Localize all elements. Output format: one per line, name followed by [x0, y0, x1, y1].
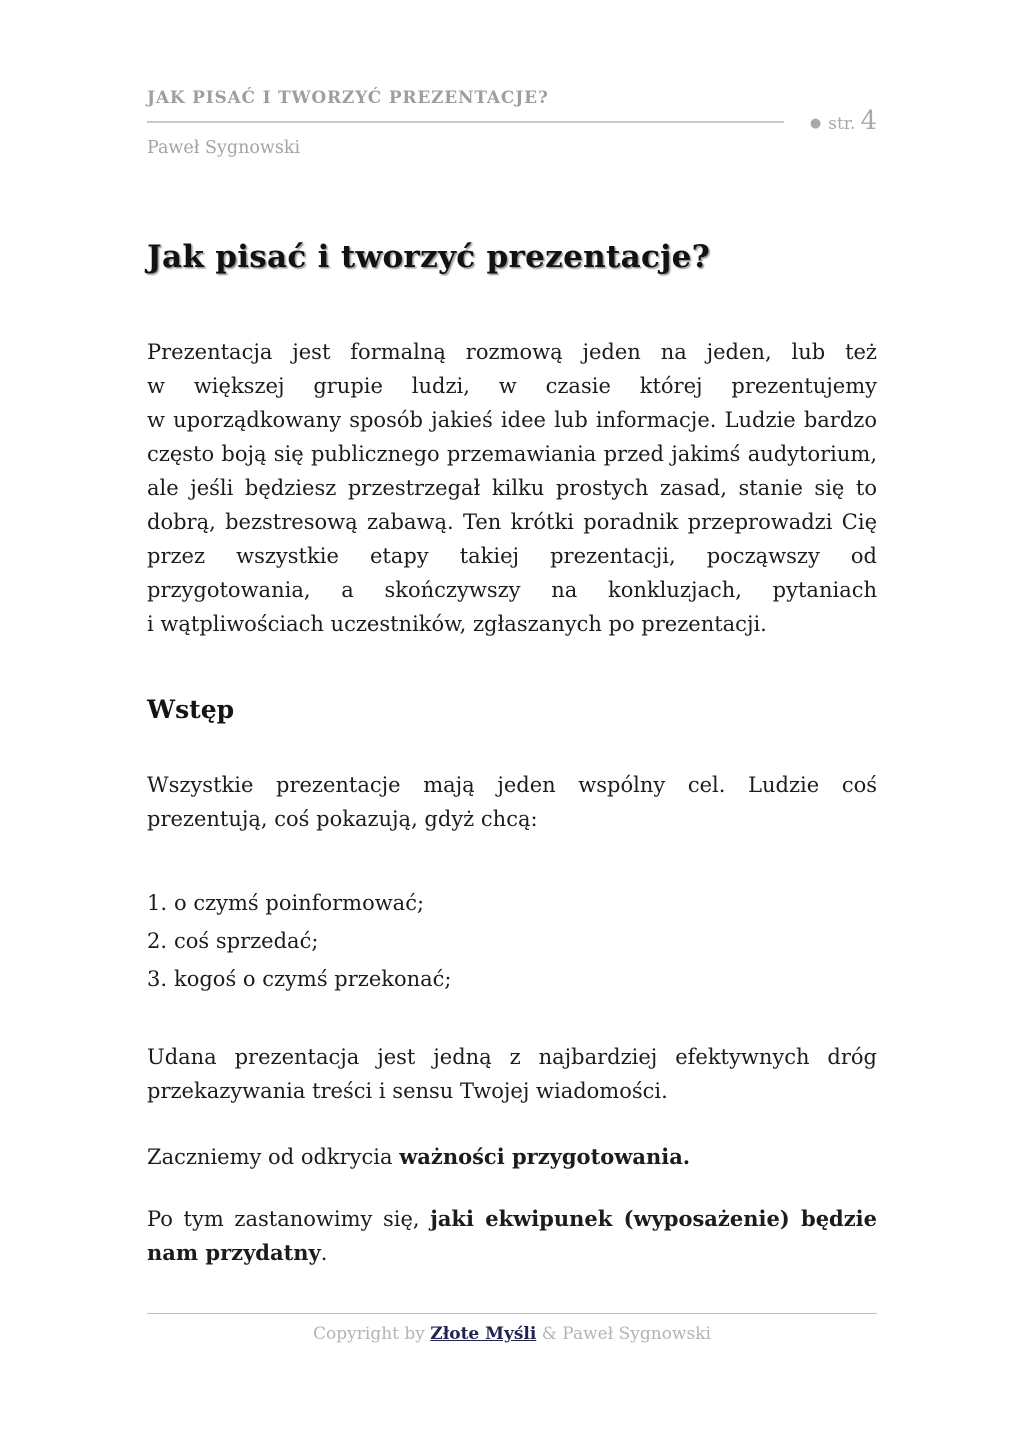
page-number-label: str. — [828, 113, 856, 134]
zaczniemy-paragraph — [147, 1140, 877, 1174]
page-header — [147, 88, 877, 159]
intro-paragraph: Prezentacja jest formalną rozmową jeden na jeden, lub też w większej grupie ludzi, w czasie której prezentujemy w uporządkowany sposób jakieś idee lub informacje. Ludzie bardzo często boją się publicznego przemawiania przed jakimś audytorium, ale jeśli będziesz przestrzegał kilku prostych zasad, stanie się to dobrą, bezstresową zabawą. Ten krótki poradnik przeprowadzi Cię przez wszystkie etapy takiej prezentacji, począwszy od przygotowania, a skończywszy na konkluzjach, pytaniach i wątpliwościach uczestników, zgłaszanych po prezentacji. — [147, 340, 877, 636]
potym-paragraph — [147, 1202, 877, 1270]
document-body — [147, 239, 877, 1270]
header-divider — [147, 121, 784, 123]
list-item-number: 1. — [147, 891, 168, 915]
zaczniemy-text: Zaczniemy od odkrycia — [147, 1145, 400, 1169]
list-item — [147, 922, 877, 960]
zaczniemy-bold-text: ważności przygotowania. — [399, 1144, 691, 1169]
goal-paragraph: Wszystkie prezentacje mają jeden wspólny cel. Ludzie coś prezentują, coś pokazują, gdyż chcą: — [147, 773, 877, 831]
list-item-number: 2. — [147, 929, 168, 953]
document-title: Jak pisać i tworzyć prezentacje? — [147, 239, 711, 275]
copyright-prefix: Copyright by — [313, 1324, 431, 1344]
bullet-icon: ● — [809, 115, 822, 131]
list-item-text: coś sprzedać; — [174, 929, 319, 953]
header-book-title: JAK PISAĆ I TWORZYĆ PREZENTACJE? — [147, 88, 549, 108]
header-author: Paweł Sygnowski — [147, 138, 301, 158]
udana-paragraph: Udana prezentacja jest jedną z najbardziej efektywnych dróg przekazywania treści i sensu Twojej wiadomości. — [147, 1045, 877, 1103]
potym-bold-text: jaki ekwipunek (wyposażenie) będzie nam przydatny — [147, 1206, 877, 1265]
potym-period: . — [320, 1241, 328, 1265]
list-item-number: 3. — [147, 967, 168, 991]
list-item — [147, 960, 877, 998]
list-item-text: o czymś poinformować; — [174, 891, 425, 915]
numbered-list — [147, 884, 877, 998]
footer-divider — [147, 1313, 877, 1314]
copyright-suffix: & Paweł Sygnowski — [536, 1324, 711, 1344]
list-item-text: kogoś o czymś przekonać; — [174, 967, 452, 991]
section-heading-wstep: Wstęp — [147, 695, 235, 724]
page-footer — [147, 1313, 877, 1344]
potym-text: Po tym zastanowimy się, — [147, 1207, 431, 1231]
copyright-text — [147, 1324, 877, 1344]
zlote-mysli-link[interactable]: Złote Myśli — [430, 1324, 537, 1344]
page-indicator — [809, 105, 877, 136]
list-item — [147, 884, 877, 922]
header-rule-row — [147, 105, 877, 136]
page-number: 4 — [860, 105, 877, 136]
